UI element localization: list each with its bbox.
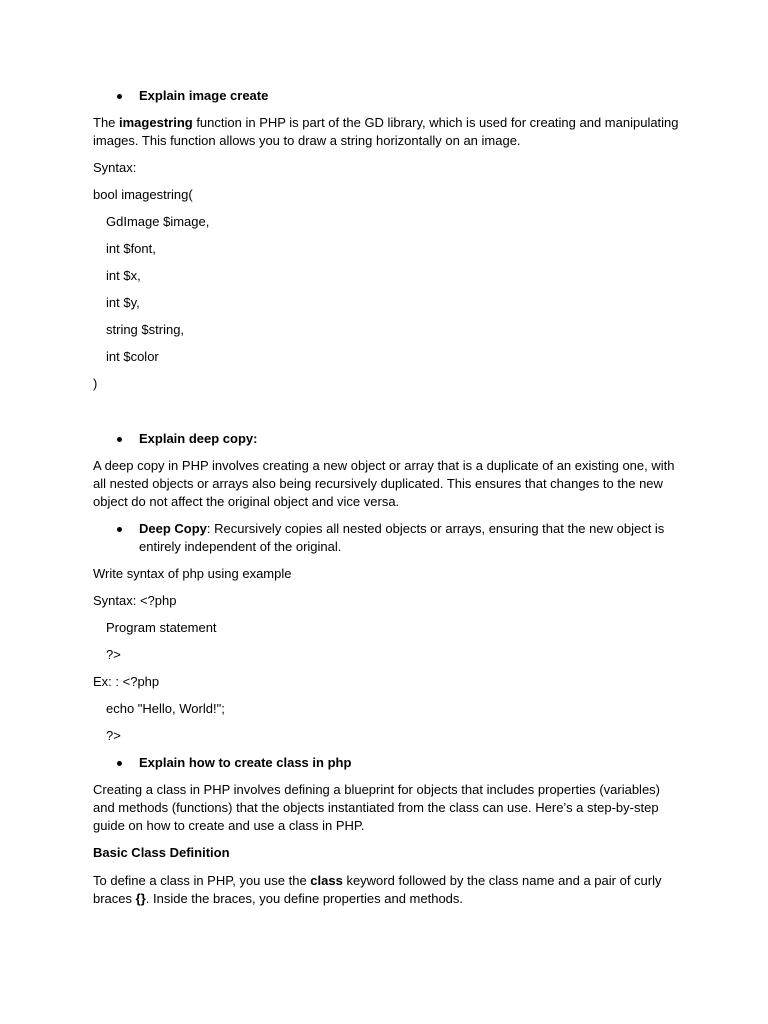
paragraph-class: Creating a class in PHP involves defining a blueprint for objects that includes properties (variables) and methods (functions) that the objects instantiated from the class can use. Here’s a step-by-step guide on how to create and use a class in PHP. <box>93 782 660 833</box>
code-line: int $font, <box>106 241 156 256</box>
bullet-icon <box>117 761 122 766</box>
bullet-icon <box>117 437 122 442</box>
syntax-line: Syntax: <?php <box>93 593 177 608</box>
subheading-basic-class <box>93 844 683 862</box>
text-run: function in PHP is part of the GD library, which is used for creating and manipulating images. This function allows you to draw a string horizontally on an image. <box>93 115 679 148</box>
heading-image-create <box>93 87 683 105</box>
paragraph-deep-copy: A deep copy in PHP involves creating a new object or array that is a duplicate of an existing one, with all nested objects or arrays also being recursively duplicated. This ensures that changes to the new object do not affect the original object and vice versa. <box>93 458 675 509</box>
code-line: ) <box>93 376 98 391</box>
subheading-text: Basic Class Definition <box>93 845 230 860</box>
code-line: int $color <box>106 349 159 364</box>
code-line: string $string, <box>106 322 185 337</box>
code-line: GdImage $image, <box>106 214 210 229</box>
bold-term: class <box>310 873 343 888</box>
paragraph-imagestring <box>93 114 683 150</box>
heading-text: Explain how to create class in php <box>139 755 352 770</box>
paragraph-class-definition <box>93 872 683 908</box>
bullet-icon <box>117 94 122 99</box>
heading-text: Explain deep copy: <box>139 431 258 446</box>
write-syntax-line: Write syntax of php using example <box>93 566 292 581</box>
example-line: Ex: : <?php <box>93 674 160 689</box>
code-line: int $x, <box>106 268 141 283</box>
text-run: To define a class in PHP, you use the <box>93 873 311 888</box>
bold-term: {} <box>135 891 146 906</box>
bullet-icon <box>117 527 122 532</box>
code-line: int $y, <box>106 295 140 310</box>
heading-text: Explain image create <box>139 88 269 103</box>
bold-term: Deep Copy <box>139 521 207 536</box>
text-run: : Recursively copies all nested objects or arrays, ensuring that the new object is entirely independent of the original. <box>139 521 665 554</box>
syntax-label: Syntax: <box>93 160 137 175</box>
program-statement-line: Program statement <box>106 620 217 635</box>
text-run: The <box>93 115 120 130</box>
close-tag-line: ?> <box>106 647 121 662</box>
close-tag-line: ?> <box>106 728 121 743</box>
document-body <box>93 87 683 908</box>
echo-line: echo "Hello, World!"; <box>106 701 225 716</box>
bullet-deep-copy <box>93 520 683 556</box>
code-line: bool imagestring( <box>93 187 193 202</box>
text-run: keyword followed by the class name and a pair of curly braces <box>93 873 662 906</box>
text-run: . Inside the braces, you define properties and methods. <box>145 891 464 906</box>
heading-deep-copy <box>93 430 683 448</box>
bold-term: imagestring <box>119 115 193 130</box>
heading-class-create <box>93 754 683 772</box>
